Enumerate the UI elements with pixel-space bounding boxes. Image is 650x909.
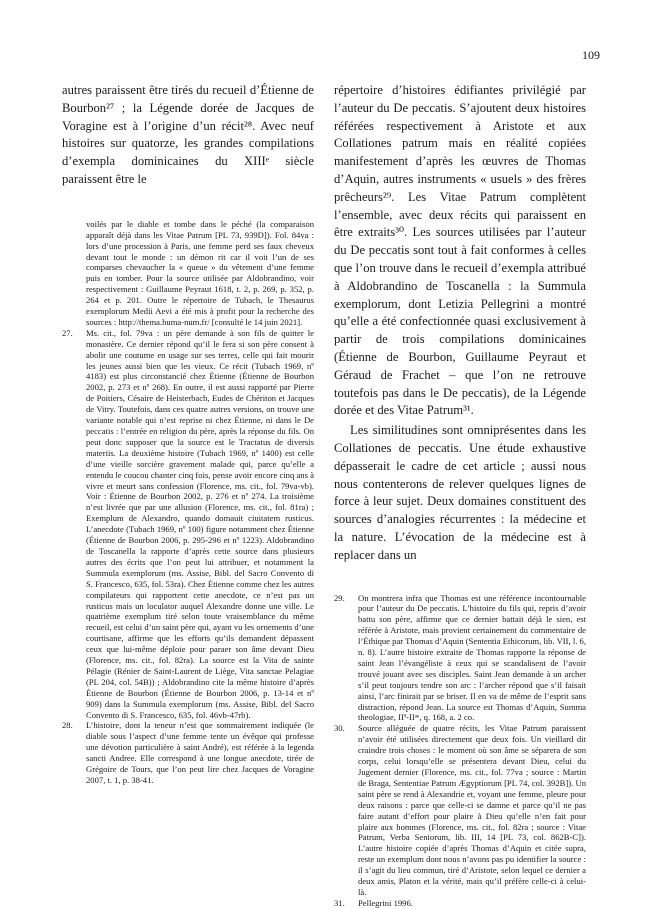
right-body-paragraph-1: répertoire d’histoires édifiantes privilégié par l’auteur du De peccatis. S’ajoutent deux histoires référées respectivement à Aristote et aux Collationes patrum mais en réalité copiées manifestement d’après les œuvres de Thomas d’Aquin, autres instruments « usuels » des frères prêcheurs²⁹. Les Vitae Patrum complètent l’ensemble, avec deux récits qui paraissent en être extraits³⁰. Les sources utilisées par l’auteur du De peccatis sont tout à fait conformes à celles que l’on trouve dans le recueil d’exempla attribué à Aldobrandino de Toscanella : la Summula exemplorum, dont Letizia Pellegrini a montré qu’elle a été confectionnée quasi exclusivement à partir de trois compilations dominicaines (Étienne de Bourbon, Guillaume Peyraut et Géraud de Frachet – que l’on ne retrouve toutefois pas dans le De peccatis), de la Légende dorée et des Vitae Patrum³¹. <box>334 83 586 418</box>
footnote-30 <box>334 723 586 898</box>
footnote-text: On montrera infra que Thomas est une référence incontournable pour l’auteur du De peccatis. L’histoire du fils qui, repris d’avoir battu son père, affirme que ce dernier battait déjà le sien, est référée à Aristote, mais provient certainement du commentaire de l’Éthique par Thomas d’Aquin (Sententia Ethicorum, lib. VII, l. 6, n. 8). L’autre histoire extraite de Thomas rapporte la réponse de saint Jean l’évangéliste à ceux qui se scandalisent de l’avoir trouvé jouant avec ses disciples. Saint Jean demande à un archer s’il peut toujours tendre son arc : l’archer répond que s’il faisait ainsi, l’arc finirait par se briser. Il en va de même de l’esprit sans distraction, répond Jean. La source est Thomas d’Aquin, Summa theologiae, IIª-IIᵃᵉ, q. 168, a. 2 co. <box>358 592 586 723</box>
right-body-paragraph-2: Les similitudines sont omniprésentes dans les Collationes de peccatis. Une étude exhaustive dépasserait le cadre de cet article ; aussi nous nous contenterons de relever quelques lignes de force à leur sujet. Deux domaines constituent des sources d’analogies récurrentes : la médecine et la nature. L’évocation de la médecine est à replacer dans un <box>334 423 586 562</box>
footnote-number: 30. <box>334 723 345 734</box>
footnote-27 <box>62 328 314 721</box>
footnote-number: 29. <box>334 592 345 603</box>
left-footnotes <box>62 219 314 786</box>
footnote-text: Pellegrini 1996. <box>358 897 413 908</box>
footnote-number: 28. <box>62 720 73 731</box>
footnote-text: Ms. cit., fol. 79va : un père demande à son fils de quitter le monastère. Ce dernier répond qu’il le fera si son père consent à abolir une coutume en usage sur ses terres, celle qui fait mourir les jeunes aussi bien que les vieux. Ce récit (Tubach 1969, nº 4183) est plus circonstancié chez Étienne (Étienne de Bourbon 2002, p. 273 et nº 268). En outre, il est aussi rapporté par Pierre de Poitiers, Césaire de Heisterbach, Eudes de Chériton et Jacques de Vitry. Toutefois, dans ces quatre autres versions, on trouve une variante notable qui n’est reprise ni chez Étienne, ni dans le De peccatis : l’entrée en religion du père, après la réponse du fils. On peut donc supposer que la source est le Tractatus de diversis materiis. La deuxième histoire (Tubach 1969, nº 1400) est celle d’une vieille sorcière gravement malade qui, parce qu’elle a entendu le coucou chanter cinq fois, pense avoir encore cinq ans à vivre et meurt sans confession (Florence, ms. cit., fol. 79va-vb). Voir : Étienne de Bourbon 2002, p. 276 et nº 274. La troisième n’est livrée que par une allusion (Florence, ms. cit., fol. 81ra) ; Exemplum de Alexandro, quando domauit ciuitatem rusticus. L’anecdote (Tubach 1969, nº 100) figure notamment chez Étienne (Étienne de Bourbon 2006, p. 295-296 et nº 1223). Aldobrandino de Toscanella la rapporte d’après cette source dans plusieurs autres des écrits que l’on peut lui attribuer, et notamment la Summula exemplorum (ms. Assise, Bibl. del Sacro Convento di S. Francesco, 635, fol. 53ra). Chez Étienne comme chez les autres compilateurs qui rapportent cette anecdote, ce n’est pas un rusticus mais un loculator auquel Alexandre donne une ville. Le quatrième exemplum tiré selon toute vraisemblance du même recueil, est celui d’un saint père qui, ayant vu les ornements d’une courtisane, affirme que les efforts qu’ils demandent dépassent ceux que lui-même déploie pour paraer son âme devant Dieu (Florence, ms. cit., fol. 82ra). La source est la Vita de sainte Pélagie (Rénier de Saint-Laurent de Liège, Vita sanctae Pelagiae (PL 204, col. 54B)) ; Aldobrandino cite la même histoire d’après Étienne de Bourbon (Étienne de Bourbon 2006, p. 13-14 et nº 909) dans la Summula exemplorum (ms. Assise, Bibl. del Sacro Convento di S. Francesco, 635, fol. 46vb-47rb). <box>86 327 314 720</box>
right-column <box>334 82 586 909</box>
footnote-31 <box>334 898 586 909</box>
footnote-29 <box>334 593 586 724</box>
left-body-paragraph: autres paraissent être tirés du recueil d’Étienne de Bourbon²⁷ ; la Légende dorée de Jacques de Voragine est à l’origine d’un récit²⁸. Avec neuf histoires sur quatorze, les grandes compilations d’exempla dominicaines du XIIIᵉ siècle paraissent être le <box>62 83 314 186</box>
page-number: 109 <box>582 48 600 62</box>
right-footnotes <box>334 593 586 909</box>
left-column <box>62 82 314 786</box>
footnote-continuation: voilés par le diable et tombe dans le péché (la comparaison apparaît déjà dans les Vitae Patrum [PL 73, 939D]). Fol. 84va : lors d’une procession à Paris, une femme perd ses faux cheveux devant tout le monde : un démon rit car il voit l’un de ses comparses chevaucher la « queue » du vêtement d’une femme puis en tomber. Pour la source utilisée par Aldobrandino, voir respectivement : Guillaume Peyraut 1618, t. 2, p. 269, p. 352, p. 264 et p. 201. Outre le répertoire de Tubach, le Thesaurus exemplorum Medii Aevi a été mis à profit pour la recherche des sources : http://thema.huma-num.fr/ [consulté le 14 juin 2021]. <box>86 218 314 327</box>
footnote-text: L’histoire, dont la teneur n’est que sommairement indiquée (le diable sous l’aspect d’une femme tente un évêque qui professe une dévotion particulière à saint André), est référée à la legenda sancti Andree. Elle correspond à une longue anecdote, tirée de Grégoire de Tours, que l’on peut lire chez Jacques de Voragine 2007, t. 1, p. 38-41. <box>86 720 314 785</box>
footnote-28 <box>62 720 314 785</box>
footnote-text: Source alléguée de quatre récits, les Vitae Patrum paraissent n’avoir été utilisées directement que deux fois. Un vieillard dit craindre trois choses : le moment où son âme se séparera de son corps, celui lorsqu’elle se présentera devant Dieu, celui du Jugement dernier (Florence, ms. cit., fol. 77va ; source : Martin de Braga, Sententiae Patrum Ægyptiorum [PL 74, col. 392B]). Un saint père se rend à Alexandrie et, voyant une femme, pleure pour deux raisons : parce que celle-ci se damne et parce qu’il ne pas faire autant d’effort pour plaire à Dieu qu’elle n’en fait pour plaire aux hommes (Florence, ms. cit., fol. 82ra ; source : Vitae Patrum, Verba Seniorum, lib. III, 14 [PL 73, col. 862B-C]). L’autre histoire copiée d’après Thomas d’Aquin et citée supra, reste un exemplum dont nous n’avons pas pu identifier la source : il s’agit du lieu commun, tiré d’Aristote, selon lequel ce dernier a deux amis, Platon et la vérité, mais qu’il préfère celle-ci à celui-là. <box>358 723 586 897</box>
footnote-number: 31. <box>334 897 345 908</box>
footnote-number: 27. <box>62 327 73 338</box>
